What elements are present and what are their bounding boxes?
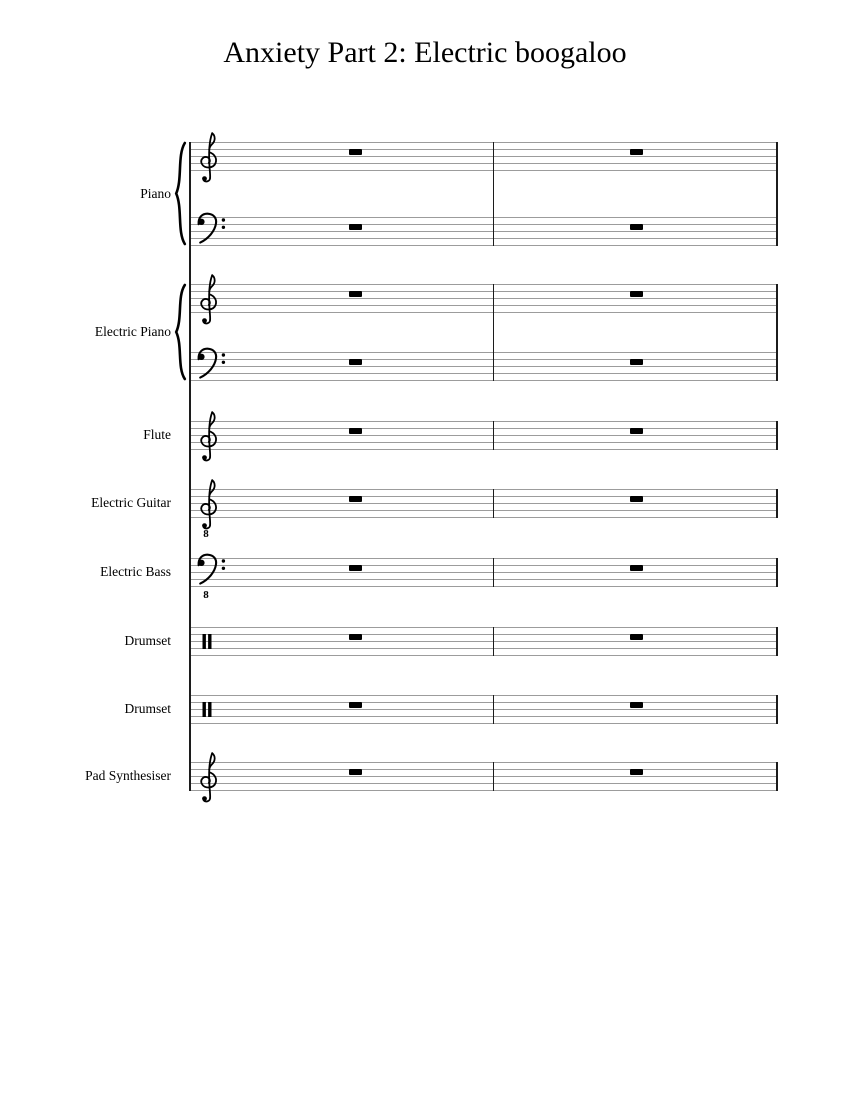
staff-line (190, 579, 778, 580)
staff-line (190, 442, 778, 443)
score-title: Anxiety Part 2: Electric boogaloo (223, 36, 627, 69)
whole-rest (630, 224, 643, 230)
percussion-clef-icon (202, 634, 212, 649)
whole-rest (349, 359, 362, 365)
staff-line (190, 762, 778, 763)
barline (776, 695, 778, 724)
staff-line (190, 352, 778, 353)
staff-line (190, 565, 778, 566)
staff-line (190, 695, 778, 696)
barline (776, 284, 778, 381)
staff-line (190, 312, 778, 313)
staff-line (190, 648, 778, 649)
instrument-label: Electric Guitar (91, 495, 171, 510)
staff-line (190, 709, 778, 710)
instrument-label: Drumset (124, 701, 171, 716)
staff-line (190, 305, 778, 306)
barline (776, 489, 778, 518)
barline (493, 142, 495, 246)
octave-label: 8 (203, 589, 209, 601)
instrument-label: Piano (140, 185, 171, 201)
staff-line (190, 496, 778, 497)
bass-clef-icon (195, 347, 227, 381)
staff-line (190, 224, 778, 225)
staff-line (190, 790, 778, 791)
staff-line (190, 769, 778, 770)
whole-rest (630, 496, 643, 502)
treble-clef-icon (196, 270, 222, 330)
instrument-label: Flute (143, 427, 171, 442)
staff-line (190, 503, 778, 504)
barline (493, 762, 495, 791)
staff-line (190, 702, 778, 703)
whole-rest (630, 565, 643, 571)
staff-line (190, 586, 778, 587)
staff-line (190, 284, 778, 285)
instrument-label: Drumset (124, 633, 171, 648)
staff-line (190, 359, 778, 360)
whole-rest (349, 702, 362, 708)
system-barline (189, 142, 191, 791)
brace-icon (173, 284, 187, 380)
barline (776, 421, 778, 450)
staff-line (190, 489, 778, 490)
staff-line (190, 238, 778, 239)
treble-clef-icon (196, 748, 222, 808)
staff-line (190, 245, 778, 246)
staff-line (190, 572, 778, 573)
staff-line (190, 716, 778, 717)
treble-clef-icon (196, 475, 222, 535)
barline (776, 558, 778, 587)
barline (776, 762, 778, 791)
whole-rest (349, 565, 362, 571)
staff-line (190, 366, 778, 367)
staff-line (190, 783, 778, 784)
whole-rest (630, 428, 643, 434)
staff-line (190, 634, 778, 635)
staff-line (190, 558, 778, 559)
barline (493, 627, 495, 656)
staff-line (190, 163, 778, 164)
staff-line (190, 655, 778, 656)
treble-clef-icon (196, 128, 222, 188)
staff-line (190, 291, 778, 292)
staff-line (190, 723, 778, 724)
staff-line (190, 428, 778, 429)
barline (776, 627, 778, 656)
instrument-label: Electric Piano (94, 324, 171, 339)
brace-icon (173, 142, 187, 245)
treble-clef-icon (196, 407, 222, 467)
staff-line (190, 449, 778, 450)
staff-line (190, 231, 778, 232)
staff-line (190, 373, 778, 374)
staff-line (190, 142, 778, 143)
octave-label: 8 (203, 528, 209, 540)
instrument-label: Pad Synthesiser (85, 768, 171, 783)
barline (776, 142, 778, 246)
staff-line (190, 776, 778, 777)
bass-clef-icon (195, 212, 227, 246)
whole-rest (630, 149, 643, 155)
whole-rest (630, 359, 643, 365)
staff-line (190, 149, 778, 150)
staff-line (190, 170, 778, 171)
whole-rest (630, 291, 643, 297)
whole-rest (349, 291, 362, 297)
whole-rest (630, 634, 643, 640)
whole-rest (349, 428, 362, 434)
whole-rest (349, 634, 362, 640)
barline (493, 489, 495, 518)
bass-clef-icon (195, 553, 227, 587)
whole-rest (349, 149, 362, 155)
whole-rest (630, 769, 643, 775)
whole-rest (349, 496, 362, 502)
barline (493, 284, 495, 381)
staff-line (190, 156, 778, 157)
staff-line (190, 510, 778, 511)
barline (493, 695, 495, 724)
instrument-label: Electric Bass (100, 564, 171, 579)
staff-line (190, 627, 778, 628)
staff-line (190, 641, 778, 642)
whole-rest (349, 769, 362, 775)
barline (493, 558, 495, 587)
percussion-clef-icon (202, 702, 212, 717)
barline (493, 421, 495, 450)
staff-line (190, 435, 778, 436)
whole-rest (349, 224, 362, 230)
whole-rest (630, 702, 643, 708)
staff-line (190, 217, 778, 218)
staff-line (190, 517, 778, 518)
staff-line (190, 298, 778, 299)
staff-line (190, 380, 778, 381)
staff-line (190, 421, 778, 422)
